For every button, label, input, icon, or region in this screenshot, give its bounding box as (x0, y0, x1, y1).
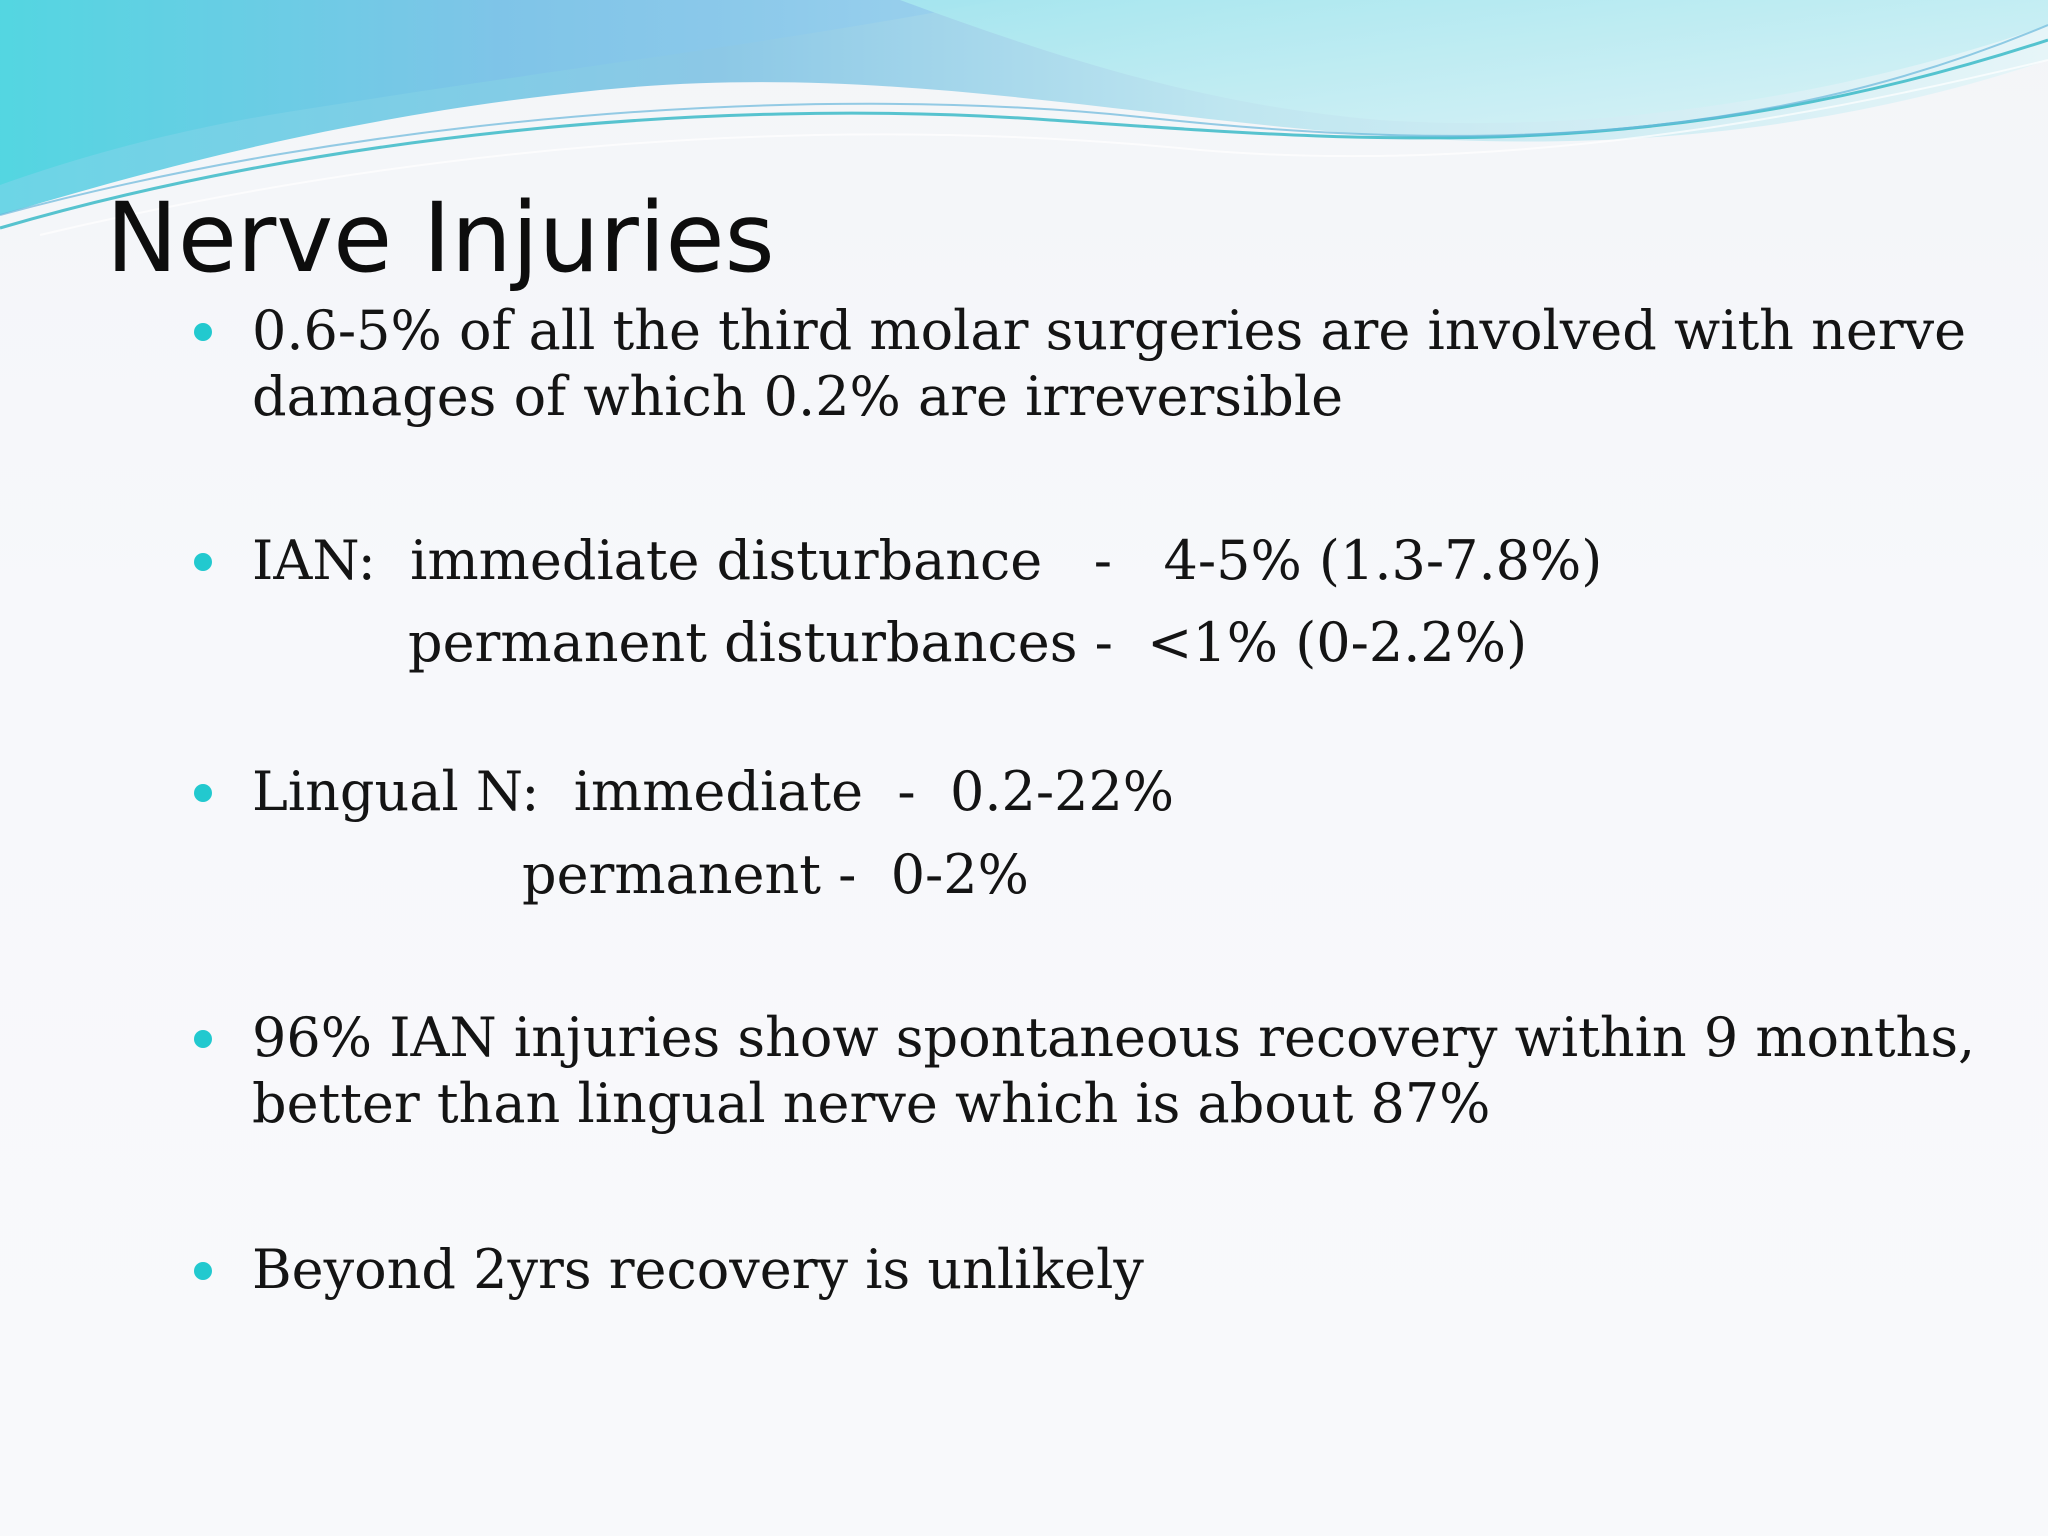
bullet-text-line: permanent - 0-2% (522, 843, 1029, 906)
bullet-text-line: 0.6-5% of all the third molar surgeries are involved with nerve (252, 299, 1967, 362)
bullet-text-line: Beyond 2yrs recovery is unlikely (252, 1238, 1144, 1301)
bullet-text-line: 96% IAN injuries show spontaneous recovery within 9 months, (252, 1006, 1976, 1069)
bullet-text-line: permanent disturbances - <1% (0-2.2%) (408, 611, 1528, 674)
bullet-dot-icon (194, 323, 212, 341)
bullet-text-line: Lingual N: immediate - 0.2-22% (252, 760, 1175, 823)
bullet-dot-icon (194, 1030, 212, 1048)
bullet-dot-icon (194, 1262, 212, 1280)
bullet-text-line: IAN: immediate disturbance - 4-5% (1.3-7.8%) (252, 529, 1603, 592)
slide-title: Nerve Injuries (106, 182, 775, 294)
bullet-text-line: damages of which 0.2% are irreversible (252, 365, 1344, 428)
bullet-dot-icon (194, 553, 212, 571)
bullet-text-line: better than lingual nerve which is about 87% (252, 1072, 1491, 1135)
bullet-dot-icon (194, 784, 212, 802)
